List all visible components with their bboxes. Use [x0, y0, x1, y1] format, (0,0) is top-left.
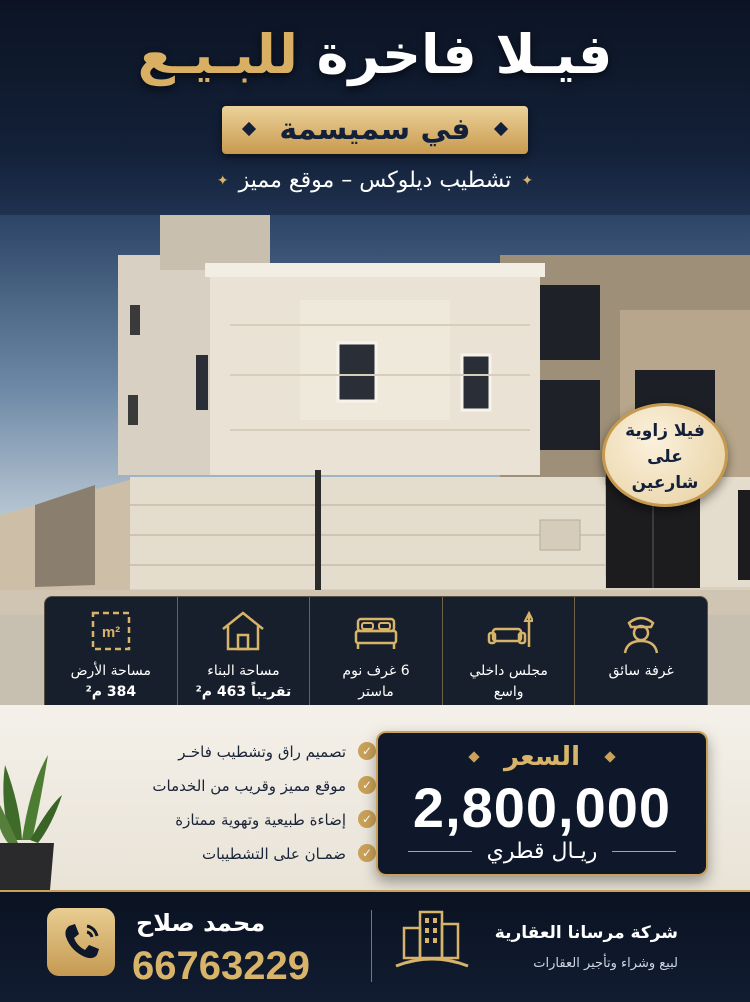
sparkle-icon: ✦	[521, 173, 534, 189]
list-item	[86, 808, 376, 842]
subtitle-text: تشطيب ديلوكس – موقع مميز	[238, 168, 512, 193]
divider-line	[408, 851, 472, 852]
list-item	[86, 774, 376, 808]
badge-line: على	[647, 447, 683, 467]
price-value: 2,800,000	[412, 776, 672, 839]
check-icon: ✓	[358, 742, 376, 760]
price-label: السعر	[504, 742, 580, 772]
features-bar	[44, 596, 708, 716]
footer	[0, 890, 750, 1002]
feature-value: ماستر	[358, 684, 394, 700]
bed-icon	[352, 607, 400, 655]
corner-villa-badge	[602, 403, 728, 507]
highlight-text: تصميم راق وتشطيب فاخـر	[178, 743, 346, 761]
feature-label: مجلس داخلي	[469, 663, 548, 679]
feature-majlis	[442, 597, 575, 715]
feature-value: واسع	[493, 684, 524, 700]
feature-label: غرفة سائق	[608, 663, 674, 679]
feature-value	[575, 682, 707, 703]
m2-text: m²	[101, 624, 120, 641]
feature-label: مساحة الأرض	[70, 663, 152, 679]
agent-phone-number[interactable]: 66763229	[132, 944, 310, 988]
feature-land-area	[45, 597, 177, 715]
feature-value: 384 م²	[85, 684, 137, 700]
call-button[interactable]	[47, 908, 115, 976]
feature-driver-room	[574, 597, 707, 715]
title-for-sale: للبـيـع	[137, 23, 298, 86]
check-icon: ✓	[358, 844, 376, 862]
list-item	[86, 740, 376, 774]
sofa-icon	[485, 607, 533, 655]
diamond-ornament-icon	[494, 122, 508, 136]
price-currency: ريـال قطري	[486, 839, 598, 864]
phone-icon	[47, 908, 115, 976]
company-logo	[394, 906, 470, 976]
location-label: في سميسمة	[279, 112, 471, 147]
feature-bedrooms	[309, 597, 442, 715]
house-icon	[219, 607, 267, 655]
feature-label: 6 غرف نوم	[342, 663, 410, 679]
title-villa: فيـلا فاخرة	[316, 23, 613, 86]
highlight-text: ضمـان على التشطيبات	[201, 845, 346, 863]
highlight-text: موقع مميز وقريب من الخدمات	[152, 777, 346, 795]
check-icon: ✓	[358, 810, 376, 828]
area-m2-icon	[87, 607, 135, 655]
sparkle-icon: ✦	[216, 173, 229, 189]
location-plate	[222, 106, 528, 154]
chauffeur-icon	[617, 607, 665, 655]
list-item	[86, 842, 376, 876]
feature-value: تقريباً 463 م²	[195, 684, 292, 700]
header	[0, 0, 750, 215]
highlight-text: إضاءة طبيعية وتهوية ممتازة	[175, 811, 346, 829]
badge-line: فيلا زاوية	[625, 421, 705, 441]
price-card	[376, 731, 708, 876]
diamond-ornament-icon	[242, 122, 256, 136]
plant-decoration	[0, 745, 62, 890]
feature-building-area	[177, 597, 310, 715]
page-title	[0, 20, 750, 90]
footer-divider	[371, 910, 372, 982]
company-tagline: لبيع وشراء وتأجير العقارات	[533, 956, 678, 971]
feature-label: مساحة البناء	[207, 663, 280, 679]
subtitle	[0, 166, 750, 196]
company-name: شركة مرسانا العقارية	[494, 923, 678, 943]
check-icon: ✓	[358, 776, 376, 794]
highlights-list	[86, 740, 376, 876]
badge-line: شارعين	[631, 473, 699, 493]
agent-name: محمد صلاح	[136, 909, 266, 937]
